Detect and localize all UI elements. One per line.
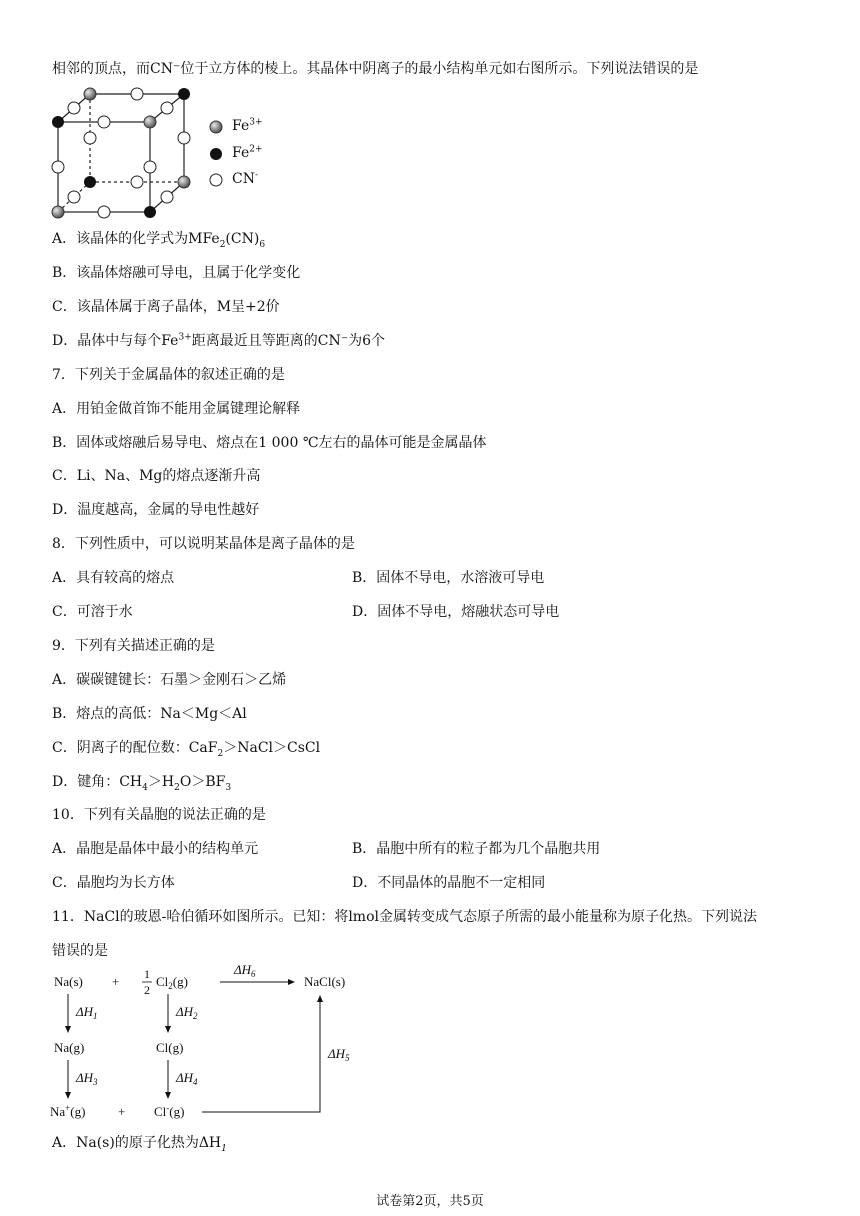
q7-option-a: A．用铂金做首饰不能用金属键理论解释 bbox=[52, 401, 301, 417]
q8-option-c: C．可溶于水 bbox=[52, 604, 133, 620]
q9-option-c: C．阴离子的配位数：CaF$_2$＞NaCl＞CsCl bbox=[52, 740, 321, 759]
q7-stem: 7．下列关于金属晶体的叙述正确的是 bbox=[52, 367, 285, 383]
dh5-label: $\Delta H_5$ bbox=[328, 1046, 350, 1063]
nacl-solid-label: NaCl(s) bbox=[304, 974, 346, 989]
q11-stem-cont: 错误的是 bbox=[52, 943, 108, 959]
fe2-ion bbox=[84, 176, 96, 188]
q11-stem: 11．NaCl的玻恩-哈伯循环如图所示。已知：将lmol金属转变成气态原子所需的最小能量称为原子化热。下列说法 bbox=[52, 909, 757, 925]
cn-ion bbox=[68, 102, 80, 114]
cl-gas-label: Cl(g) bbox=[156, 1040, 184, 1055]
dh3-label: $\Delta H_3$ bbox=[76, 1070, 98, 1087]
q10-option-b: B．晶胞中所有的粒子都为几个晶胞共用 bbox=[352, 841, 601, 857]
na-gas-label: Na(g) bbox=[54, 1040, 85, 1055]
q6-option-c: C．该晶体属于离子晶体，M呈+2价 bbox=[52, 299, 280, 315]
q8-option-d: D．固体不导电，熔融状态可导电 bbox=[352, 604, 560, 620]
q10-option-c: C．晶胞均为长方体 bbox=[52, 875, 175, 891]
cn-ion bbox=[98, 116, 110, 128]
legend-cn: CN- bbox=[232, 170, 259, 187]
q7-option-d: D．温度越高，金属的导电性越好 bbox=[52, 502, 260, 518]
fe3-ion bbox=[144, 116, 156, 128]
cn-ion bbox=[84, 132, 96, 144]
q10-stem: 10．下列有关晶胞的说法正确的是 bbox=[52, 807, 266, 823]
question-6-intro: 相邻的顶点，而CN⁻位于立方体的棱上。其晶体中阴离子的最小结构单元如右图所示。下列说法错误的是 bbox=[52, 61, 699, 77]
half-denominator: 2 bbox=[144, 983, 150, 997]
q8-stem: 8．下列性质中，可以说明某晶体是离子晶体的是 bbox=[52, 536, 355, 552]
dh1-label: $\Delta H_1$ bbox=[76, 1004, 98, 1021]
legend-fe2: $Fe^{2+}$ bbox=[232, 144, 263, 161]
q9-stem: 9．下列有关描述正确的是 bbox=[52, 638, 215, 654]
legend-fe3: $Fe^{3+}$ bbox=[232, 117, 263, 134]
q8-option-a: A．具有较高的熔点 bbox=[52, 570, 175, 586]
q6-option-d: D．晶体中与每个$Fe^{3+}$距离最近且等距离的CN⁻为6个 bbox=[52, 332, 386, 349]
q9-option-b: B．熔点的高低：Na＜Mg＜Al bbox=[52, 706, 247, 722]
q6-option-b: B．该晶体熔融可导电，且属于化学变化 bbox=[52, 265, 301, 281]
fe3-ion bbox=[178, 176, 190, 188]
q8-option-b: B．固体不导电，水溶液可导电 bbox=[352, 570, 545, 586]
fe3-ion bbox=[84, 88, 96, 100]
cn-ion bbox=[144, 161, 156, 173]
q10-option-d: D．不同晶体的晶胞不一定相同 bbox=[352, 875, 546, 891]
dh2-label: $\Delta H_2$ bbox=[176, 1004, 198, 1021]
legend-markers bbox=[208, 118, 228, 188]
cl-ion-label: Cl-(g) bbox=[154, 1103, 185, 1119]
plus-sign: + bbox=[112, 974, 120, 989]
cn-ion bbox=[52, 161, 64, 173]
born-haber-cycle-diagram bbox=[48, 960, 368, 1120]
cn-ion bbox=[161, 102, 173, 114]
half-numerator: 1 bbox=[144, 967, 150, 981]
dh6-label: $\Delta H_6$ bbox=[234, 962, 256, 979]
fe3-ion bbox=[52, 206, 64, 218]
fe2-ion bbox=[144, 206, 156, 218]
na-solid-label: Na(s) bbox=[54, 974, 83, 989]
cn-ion bbox=[161, 191, 173, 203]
dh4-label: $\Delta H_4$ bbox=[176, 1070, 198, 1087]
crystal-cube-figure bbox=[48, 84, 198, 220]
q9-option-d: D．键角：$CH_4>H_2O>BF_3$ bbox=[52, 774, 232, 793]
page-footer: 试卷第2页，共5页 bbox=[376, 1194, 484, 1209]
q7-option-c: C．Li、Na、Mg的熔点逐渐升高 bbox=[52, 468, 261, 484]
cn-ion bbox=[131, 88, 143, 100]
q7-option-b: B．固体或熔融后易导电、熔点在1 000 ℃左右的晶体可能是金属晶体 bbox=[52, 435, 487, 451]
cn-ion bbox=[68, 191, 80, 203]
fe2-ion bbox=[52, 116, 64, 128]
na-ion-label: Na+(g) bbox=[50, 1103, 86, 1119]
cn-ion bbox=[98, 206, 110, 218]
cl2-label: $Cl_2(g)$ bbox=[156, 974, 188, 991]
q11-option-a: A．Na(s)的原子化热为$\Delta H_1$ bbox=[52, 1135, 227, 1154]
q9-option-a: A．碳碳键键长：石墨＞金刚石＞乙烯 bbox=[52, 672, 287, 688]
cn-ion bbox=[131, 176, 143, 188]
q10-option-a: A．晶胞是晶体中最小的结构单元 bbox=[52, 841, 259, 857]
fe2-ion bbox=[178, 88, 190, 100]
q6-option-a: A．该晶体的化学式为$MFe_2(CN)_6$ bbox=[52, 231, 266, 250]
cn-ion bbox=[178, 132, 190, 144]
plus-sign-2: + bbox=[118, 1104, 126, 1119]
